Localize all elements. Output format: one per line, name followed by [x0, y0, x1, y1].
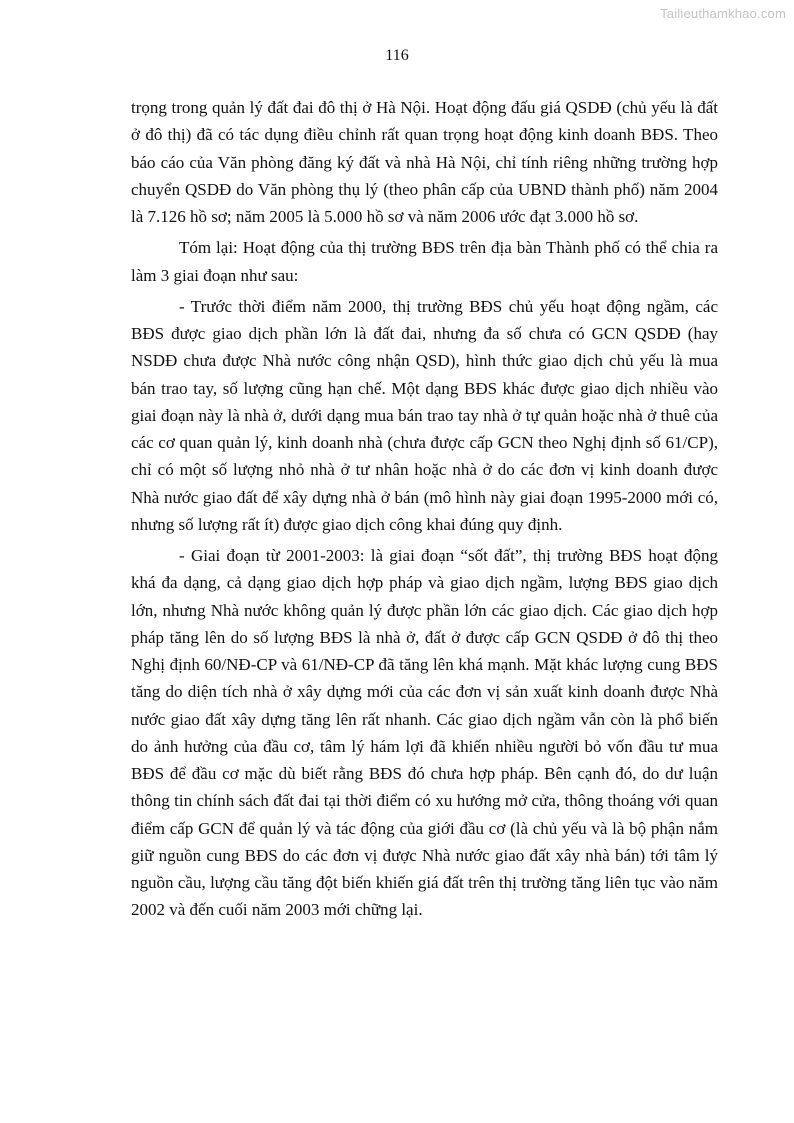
watermark: Tailieuthamkhao.com: [660, 6, 786, 21]
paragraph-continuation: trọng trong quản lý đất đai đô thị ở Hà Nội. Hoạt động đấu giá QSDĐ (chủ yếu là đất ở đô thị) đã có tác dụng điều chỉnh rất quan trọng hoạt động kinh doanh BĐS. Theo báo cáo của Văn phòng đăng ký đất và nhà Hà Nội, chỉ tính riêng những trường hợp chuyển QSDĐ do Văn phòng thụ lý (theo phân cấp của UBND thành phố) năm 2004 là 7.126 hồ sơ; năm 2005 là 5.000 hồ sơ và năm 2006 ước đạt 3.000 hồ sơ.: [131, 98, 718, 226]
page-number: 116: [385, 47, 409, 64]
document-body: [131, 94, 718, 928]
paragraph-summary: Tóm lại: Hoạt động của thị trường BĐS trên địa bàn Thành phố có thể chia ra làm 3 giai đoạn như sau:: [131, 238, 718, 285]
paragraph-before-2000: - Trước thời điểm năm 2000, thị trường BĐS chủ yếu hoạt động ngầm, các BĐS được giao dịch phần lớn là đất đai, nhưng đa số chưa có GCN QSDĐ (hay NSDĐ chưa được Nhà nước công nhận QSD), hình thức giao dịch chủ yếu là mua bán trao tay, số lượng cũng hạn chế. Một dạng BĐS khác được giao dịch nhiều vào giai đoạn này là nhà ở, dưới dạng mua bán trao tay nhà ở tự quản hoặc nhà ở thuê của các cơ quan quản lý, kinh doanh nhà (chưa được cấp GCN theo Nghị định số 61/CP), chỉ có một số lượng nhỏ nhà ở tư nhân hoặc nhà ở do các đơn vị kinh doanh được Nhà nước giao đất để xây dựng nhà ở bán (mô hình này giai đoạn 1995-2000 mới có, nhưng số lượng rất ít) được giao dịch công khai đúng quy định.: [131, 296, 718, 534]
paragraph-2001-2003: - Giai đoạn từ 2001-2003: là giai đoạn “sốt đất”, thị trường BĐS hoạt động khá đa dạng, cả dạng giao dịch hợp pháp và giao dịch ngầm, lượng BĐS giao dịch lớn, nhưng Nhà nước không quản lý được phần lớn các giao dịch. Các giao dịch hợp pháp tăng lên do số lượng BĐS là nhà ở, đất ở được cấp GCN QSDĐ ở đô thị theo Nghị định 60/NĐ-CP và 61/NĐ-CP đã tăng lên khá mạnh. Mặt khác lượng cung BĐS tăng do diện tích nhà ở xây dựng mới của các đơn vị sản xuất kinh doanh được Nhà nước giao đất xây dựng tăng lên rất nhanh. Các giao dịch ngầm vẫn còn là phổ biến do ảnh hưởng của đầu cơ, tâm lý hám lợi đã khiến nhiều người bỏ vốn đầu tư mua BĐS để đầu cơ mặc dù biết rằng BĐS đó chưa hợp pháp. Bên cạnh đó, do dư luận thông tin chính sách đất đai tại thời điểm có xu hướng mở cửa, thông thoáng với quan điểm cấp GCN để quản lý và tác động của giới đầu cơ (là chủ yếu và là bộ phận nắm giữ nguồn cung BĐS do các đơn vị được Nhà nước giao đất xây nhà bán) tới tâm lý nguồn cầu, lượng cầu tăng đột biến khiến giá đất trên thị trường tăng liên tục vào năm 2002 và đến cuối năm 2003 mới chững lại.: [131, 546, 718, 920]
